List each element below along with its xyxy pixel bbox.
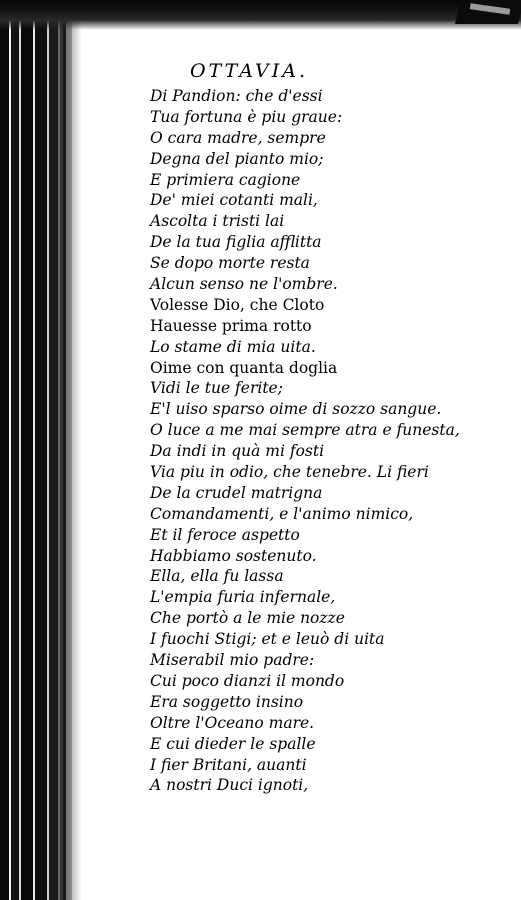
- verse-line: Oime con quanta doglia: [150, 358, 338, 377]
- page-top-edge: [0, 0, 521, 30]
- verse-line: Degna del pianto mio;: [150, 149, 324, 168]
- verse-line: Da indi in quà mi fosti: [150, 442, 325, 461]
- verse-line: E cui dieder le spalle: [150, 734, 316, 753]
- verse-line: O luce a me mai sempre atra e funesta,: [150, 421, 460, 440]
- verse-line: Et il feroce aspetto: [150, 525, 300, 544]
- verse-line: Ella, ella fu lassa: [150, 567, 284, 586]
- verse-line: Miserabil mio padre:: [150, 651, 315, 670]
- verse-line: Vidi le tue ferite;: [150, 379, 283, 398]
- verse-line: Era soggetto insino: [150, 692, 304, 711]
- verse-line: Volesse Dio, che Cloto: [150, 295, 325, 314]
- verse-line: Hauesse prima rotto: [150, 316, 312, 335]
- verse-line: O cara madre, sempre: [150, 128, 326, 147]
- verse-line: De la tua figlia afflitta: [150, 233, 322, 252]
- verse-line: Tua fortuna è piu graue:: [150, 107, 343, 126]
- verse-line: Oltre l'Oceano mare.: [150, 713, 315, 732]
- verse-line: Alcun senso ne l'ombre.: [150, 275, 338, 294]
- corner-tab: [455, 0, 521, 24]
- verse-line: Ascolta i tristi lai: [150, 212, 285, 231]
- verse-line: A nostri Duci ignoti,: [150, 776, 309, 795]
- verse-line: Via piu in odio, che tenebre. Li fieri: [150, 463, 429, 482]
- verse-line: E'l uiso sparso oime di sozzo sangue.: [150, 400, 442, 419]
- verse-line: Habbiamo sostenuto.: [150, 546, 317, 565]
- verse-line: I fuochi Stigi; et e leuò di uita: [150, 630, 385, 649]
- verse-line: E primiera cagione: [150, 170, 301, 189]
- verse-line: L'empia furia infernale,: [150, 588, 336, 607]
- verse-line: Cui poco dianzi il mondo: [150, 671, 345, 690]
- verse-line: I fier Britani, auanti: [150, 755, 307, 774]
- binding-shadow: [60, 0, 82, 900]
- verse-line: De la crudel matrigna: [150, 483, 323, 502]
- verse-line: Lo stame di mia uita.: [150, 337, 316, 356]
- verse-line: Comandamenti, e l'animo nimico,: [150, 504, 414, 523]
- running-head: OTTAVIA.: [190, 60, 308, 82]
- verse-line: De' miei cotanti mali,: [150, 191, 318, 210]
- verse-line: Se dopo morte resta: [150, 254, 310, 273]
- verse-line: Che portò a le mie nozze: [150, 609, 345, 628]
- verse-lines: [150, 86, 460, 796]
- verse-line: Di Pandion: che d'essi: [150, 87, 323, 105]
